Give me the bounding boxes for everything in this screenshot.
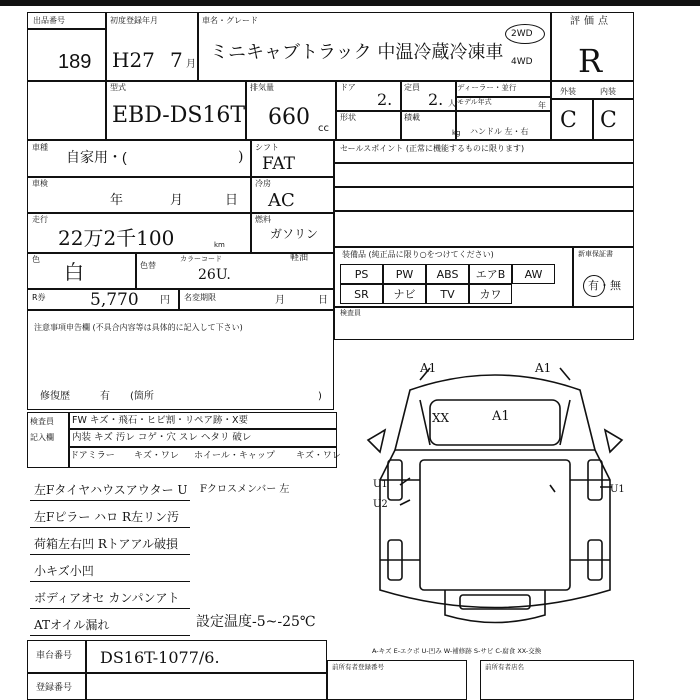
drive-2wd-circle [505,24,545,44]
drive-2wd: 2WD [511,29,533,39]
kg-unit: kg [452,129,461,137]
recycle-value: 5,770 [90,290,139,310]
check-row-2: 内装 キズ 汚レ コゲ・穴 スレ ヘタリ 破レ [72,432,252,443]
color-no-label: 色替 [140,261,156,270]
car-diagram [350,360,640,630]
model-year-label: モデル年式 [457,98,492,106]
check-row-3-item: キズ・ワレ [296,451,341,461]
equipment-item: ナビ [383,284,426,304]
footer-box-1-label: 前所有者登録番号 [332,663,384,671]
type-label: 車種 [32,143,48,152]
drive-4wd: 4WD [511,57,533,67]
interior-score: C [600,108,617,133]
footer-box-2-label: 前所有者店名 [485,663,524,671]
cc-value: 660 [268,105,310,130]
handwritten-note: 小キズ小凹 [34,564,94,578]
temp-note: 設定温度-5~-25℃ [196,614,316,630]
seats-unit: 人 [448,99,456,108]
mileage-value: 22万2千100 [58,226,175,250]
km-unit: km [214,241,225,249]
name-change-label: 名変期限 [184,293,216,302]
color-code-label: カラーコード [180,255,222,263]
first-reg-month-unit: 月 [186,59,196,70]
inspection-day-unit: 日 [225,193,239,208]
name-change-day: 日 [318,295,328,306]
shape-label: 形状 [340,113,356,122]
seats-value: 2. [428,90,444,109]
equipment-label: 装備品 (純正品に限り○をつけてください) [342,250,494,259]
name-change-month: 月 [275,295,285,306]
color-label: 色 [32,255,40,264]
handwritten-note: ボディアオセ カンパンアト [34,591,180,605]
car-name: ミニキャブトラック 中温冷蔵冷凍車 [210,42,504,63]
ac-value: AC [268,190,295,211]
check-label-1: 検査員 [30,417,54,426]
cc-label: 排気量 [250,83,274,92]
recycle-yen: 円 [160,295,170,306]
handwritten-note: 左Fタイヤハウスアウター U [34,483,188,497]
inspection-label: 車検 [32,179,48,188]
reg-label: 登録番号 [36,683,73,693]
interior-label: 内装 [600,87,616,96]
cross-member-note: Fクロスメンバー 左 [200,484,290,495]
damage-legend: A-キズ E-エクボ U-凹み W-補修跡 S-サビ C-腐食 XX-交換 [372,647,542,655]
doors-label: ドア [340,83,356,92]
mileage-label: 走行 [32,215,48,224]
check-row-3-item: キズ・ワレ [134,451,179,461]
type-paren-close: ) [238,149,244,165]
equipment-item: エアB [469,264,512,284]
score-label: 評価点 [570,16,612,27]
diesel-label: 軽油 [290,253,309,263]
repair-label: 修復歴 [40,391,70,402]
model-value: EBD-DS16T [112,103,246,128]
check-label-2: 記入欄 [30,433,54,442]
repair-detail: (箇所 [130,391,154,402]
recycle-label: R券 [32,293,46,302]
warranty-value: 有・無 [588,279,621,292]
diagram-a1-roof: A1 [492,409,510,424]
diagram-a1-left: A1 [420,361,437,375]
handle-label: ハンドル 左・右 [470,127,529,136]
new-car-warranty-label: 新車保証書 [578,250,613,258]
top-bar [0,0,700,6]
repair-close: ) [318,391,322,402]
cc-unit: cc [318,123,329,134]
seats-label: 定員 [404,83,420,92]
sales-point-label: セールスポイント (正常に機能するものに限ります) [340,144,525,153]
first-reg-year: H27 [112,48,155,72]
chassis-value: DS16T-1077/6. [100,648,220,667]
check-row-1: FW キズ・飛石・ヒビ割・リペア跡・X要 [72,415,249,426]
score-value: R [578,42,603,80]
notes-label: 注意事項申告欄 (不具合内容等は具体的に記入して下さい) [34,323,243,332]
chassis-label: 車台番号 [36,651,73,661]
diagram-u1: U1 [373,479,388,490]
inspection-month-unit: 月 [170,193,184,208]
sales-frame [334,140,634,340]
diagram-xx: XX [432,411,450,425]
dealer-label: ディーラー・並行 [457,83,517,92]
equipment-item: TV [426,284,469,304]
equipment-item: カワ [469,284,512,304]
color-code-value: 26U. [198,267,231,283]
car-name-label: 車名・グレード [202,16,258,25]
exterior-label: 外装 [560,87,576,96]
equipment-item: SR [340,284,383,304]
handwritten-note: 左Fピラー ハロ R左リン汚 [34,510,179,524]
equipment-item: AW [512,264,555,284]
type-value: 自家用・( [66,149,127,165]
color-value: 白 [64,260,84,284]
warranty-circle [583,275,605,297]
fuel-label: 燃料 [255,215,271,224]
inspector-label: 検査員 [340,309,361,317]
load-label: 積載 [404,113,420,122]
year-unit: 年 [538,101,546,110]
inspection-year-unit: 年 [110,193,124,208]
model-label: 型式 [110,83,126,92]
shift-value: FAT [262,154,296,174]
fuel-value: ガソリン [270,227,319,241]
first-reg-month: 7 [170,48,183,72]
body-outline [380,450,610,608]
lot-no: 189 [58,51,92,73]
handwritten-note: ATオイル漏れ [34,618,110,632]
exterior-score: C [560,108,577,133]
first-reg-label: 初度登録年月 [110,16,158,25]
lot-no-label: 出品番号 [33,16,65,25]
equipment-item: PW [383,264,426,284]
equipment-item: PS [340,264,383,284]
diagram-u1-right: U1 [610,484,625,495]
doors-value: 2. [377,90,393,109]
check-row-3-item: ドアミラー [70,451,115,461]
handwritten-note: 荷箱左右凹 Rトアアル破損 [34,537,179,551]
check-row-3-item: ホイール・キャップ [194,451,275,461]
equipment-item: ABS [426,264,469,284]
repair-value: 有 [100,391,110,402]
diagram-a1-right: A1 [535,361,552,375]
shift-label: シフト [255,143,279,152]
cargo-box [420,460,570,590]
diagram-u2: U2 [373,499,388,510]
ac-label: 冷房 [255,179,271,188]
